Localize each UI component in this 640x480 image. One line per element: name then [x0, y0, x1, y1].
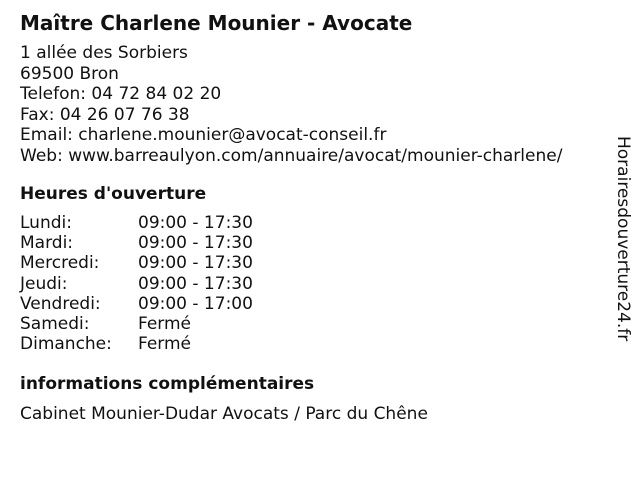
opening-hours-table	[20, 213, 320, 354]
address-line-city: 69500 Bron	[20, 63, 119, 84]
contact-block	[20, 43, 562, 166]
day-label: Samedi:	[20, 313, 90, 334]
time-value: 09:00 - 17:30	[138, 233, 253, 254]
hours-row-tuesday	[20, 233, 320, 253]
hours-row-friday	[20, 294, 320, 314]
additional-info-heading: informations complémentaires	[20, 374, 315, 394]
phone-number: Telefon: 04 72 84 02 20	[20, 84, 222, 104]
opening-hours-heading: Heures d'ouverture	[20, 184, 207, 204]
time-value: 09:00 - 17:30	[138, 213, 253, 233]
day-label: Mardi:	[20, 233, 74, 254]
time-value: 09:00 - 17:30	[138, 253, 253, 274]
hours-row-thursday	[20, 274, 320, 294]
hours-row-wednesday	[20, 253, 320, 273]
email-address: Email: charlene.mounier@avocat-conseil.fr	[20, 125, 387, 145]
website-address: Web: www.barreaulyon.com/annuaire/avocat/mounier-charlene/	[20, 145, 563, 166]
day-label: Vendredi:	[20, 293, 101, 314]
page-title: Maître Charlene Mounier - Avocate	[20, 11, 413, 35]
additional-info-text: Cabinet Mounier-Dudar Avocats / Parc du Chêne	[20, 404, 428, 424]
time-value: 09:00 - 17:00	[138, 293, 253, 314]
hours-row-sunday	[20, 334, 320, 354]
day-label: Mercredi:	[20, 253, 100, 274]
time-value: Fermé	[138, 334, 192, 355]
time-value: Fermé	[138, 313, 192, 334]
brand-watermark: Horairesdouverture24.fr	[613, 136, 633, 342]
hours-row-monday	[20, 213, 320, 233]
day-label: Dimanche:	[20, 334, 112, 355]
address-line-street: 1 allée des Sorbiers	[20, 43, 188, 63]
fax-number: Fax: 04 26 07 76 38	[20, 104, 190, 125]
hours-row-saturday	[20, 314, 320, 334]
day-label: Jeudi:	[20, 273, 68, 294]
day-label: Lundi:	[20, 213, 72, 233]
time-value: 09:00 - 17:30	[138, 273, 253, 294]
